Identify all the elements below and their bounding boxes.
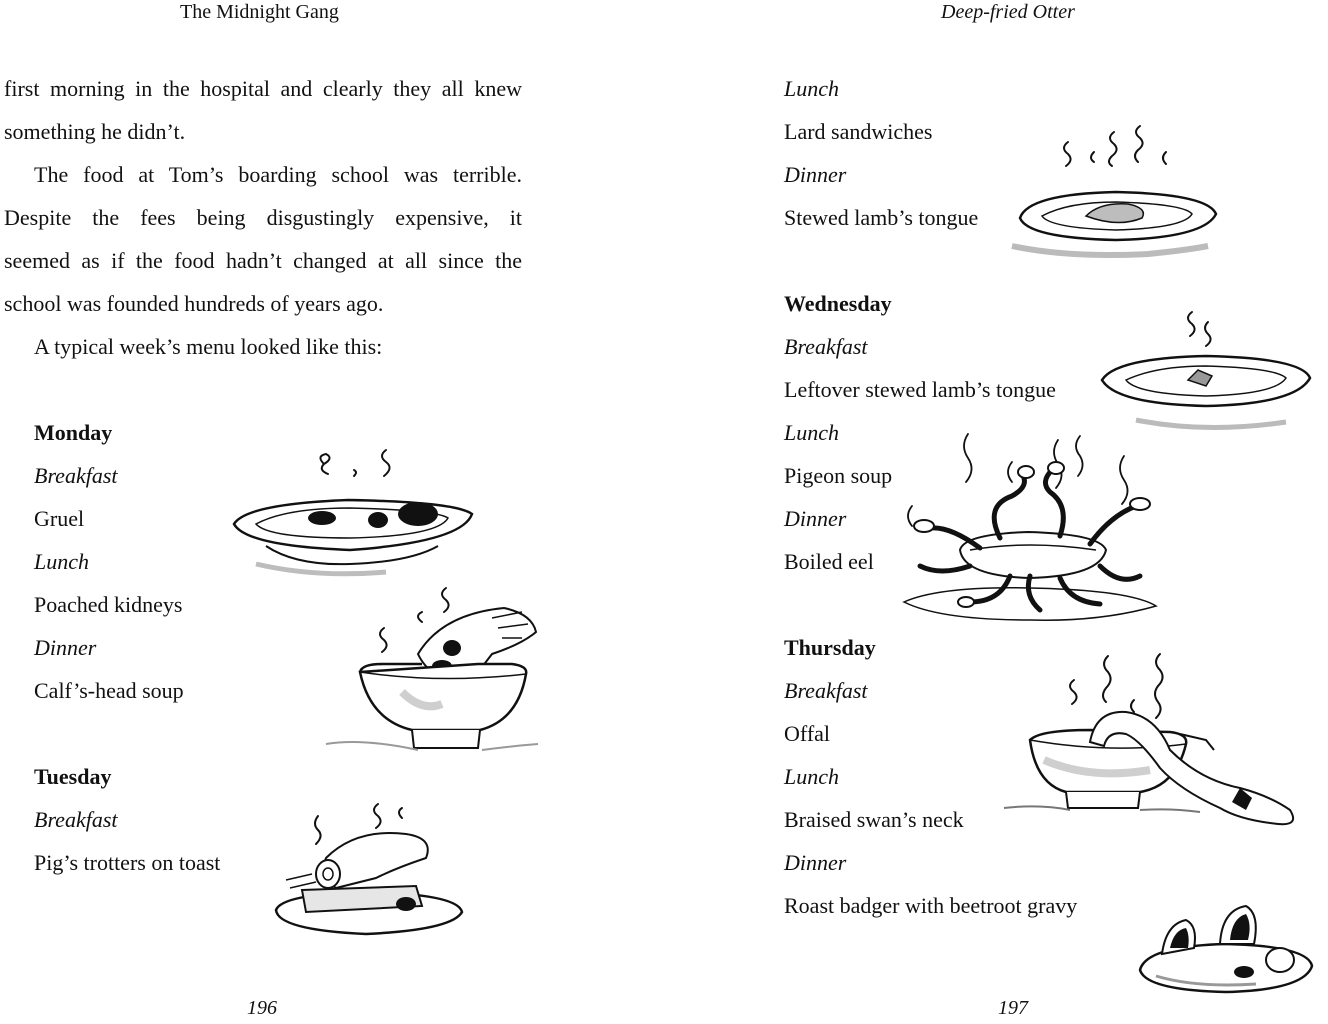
- menu-meal-label: Breakfast: [34, 463, 118, 488]
- body-line-4: Despite the fees being disgustingly expensive, it: [4, 205, 522, 230]
- lambs-tongue-plate-illustration: [1008, 118, 1220, 268]
- menu-day-thursday: Thursday: [784, 635, 876, 660]
- menu-meal-label: Lunch: [34, 549, 89, 574]
- menu-meal-label: Lunch: [784, 420, 839, 445]
- menu-dish: Stewed lamb’s tongue: [784, 205, 979, 230]
- menu-meal-label: Breakfast: [34, 807, 118, 832]
- gruel-plate-illustration: [226, 442, 476, 582]
- menu-meal-label: Breakfast: [784, 334, 868, 359]
- calfs-head-soup-illustration: [322, 584, 552, 754]
- menu-dish: Offal: [784, 721, 831, 746]
- menu-dish: Calf’s-head soup: [34, 678, 184, 703]
- menu-meal-label: Dinner: [784, 162, 847, 187]
- right-page: [664, 0, 1328, 1024]
- menu-dish: Leftover stewed lamb’s tongue: [784, 377, 1056, 402]
- leftover-tongue-plate-illustration: [1096, 308, 1316, 438]
- menu-dish: Poached kidneys: [34, 592, 183, 617]
- pigs-trotters-illustration: [266, 798, 466, 948]
- menu-meal-label: Dinner: [34, 635, 97, 660]
- roast-badger-illustration: [1136, 900, 1316, 1000]
- menu-meal-label: Dinner: [784, 506, 847, 531]
- body-line-1: first morning in the hospital and clearly they all knew: [4, 76, 522, 101]
- running-head-left: The Midnight Gang: [180, 1, 339, 23]
- menu-meal-label: Lunch: [784, 76, 839, 101]
- page-number-left: 196: [247, 997, 277, 1019]
- menu-day-wednesday: Wednesday: [784, 291, 892, 316]
- menu-dish: Boiled eel: [784, 549, 874, 574]
- menu-meal-label: Lunch: [784, 764, 839, 789]
- menu-meal-label: Breakfast: [784, 678, 868, 703]
- body-line-2: something he didn’t.: [4, 119, 186, 144]
- menu-dish: Braised swan’s neck: [784, 807, 964, 832]
- body-line-3: The food at Tom’s boarding school was terrible.: [34, 162, 522, 187]
- left-page: [0, 0, 560, 1024]
- menu-dish: Roast badger with beetroot gravy: [784, 893, 1078, 918]
- menu-dish: Lard sandwiches: [784, 119, 933, 144]
- menu-meal-label: Dinner: [784, 850, 847, 875]
- boiled-eel-illustration: [900, 426, 1160, 622]
- body-line-6: school was founded hundreds of years ago.: [4, 291, 384, 316]
- swans-neck-illustration: [1000, 650, 1310, 830]
- menu-dish: Gruel: [34, 506, 85, 531]
- body-line-5: seemed as if the food hadn’t changed at all since the: [4, 248, 522, 273]
- menu-day-monday: Monday: [34, 420, 113, 445]
- body-line-7: A typical week’s menu looked like this:: [34, 334, 383, 359]
- menu-day-tuesday: Tuesday: [34, 764, 112, 789]
- menu-dish: Pigeon soup: [784, 463, 893, 488]
- running-head-right: Deep-fried Otter: [941, 1, 1075, 23]
- menu-dish: Pig’s trotters on toast: [34, 850, 221, 875]
- page-number-right: 197: [998, 997, 1028, 1019]
